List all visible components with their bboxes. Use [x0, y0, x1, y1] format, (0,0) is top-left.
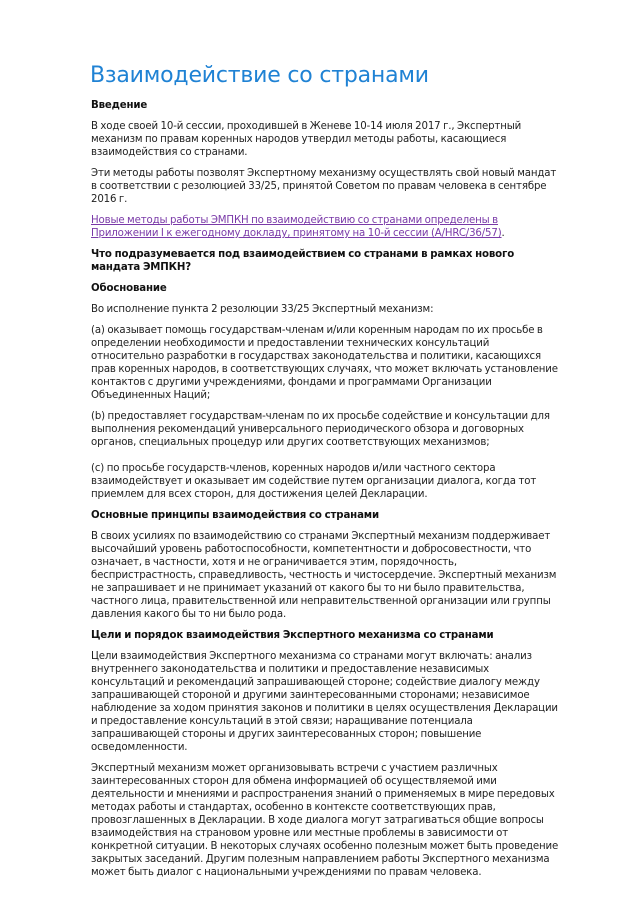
rationale-intro: Во исполнение пункта 2 резолюции 33/25 Экспертный механизм: — [91, 304, 434, 315]
item-c: (c) по просьбе государств-членов, коренных народов и/или частного сектора взаимодействует и оказывает им содействие путем организации диалога, когда тот приемлем для всех сторон, для достижения целей Декларации. — [91, 463, 537, 500]
goals-paragraph-2: Экспертный механизм может организовывать встречи с участием различных заинтересованных сторон для обмена информацией об осуществляемой ими деятельности и мнениями и распространения знаний о применяемых в мире передовых методах работы и стандартах, особенно в контексте соответствующих прав, провозглашенных в Декларации. В ходе диалога могут затрагиваться общие вопросы взаимодействия на страновом уровне или местные проблемы в зависимости от конкретной ситуации. В некоторых случаях особенно полезным может быть проведение закрытых заседаний. Другим полезным направлением работы Экспертного механизма может быть диалог с национальными учреждениями по правам человека. — [91, 763, 559, 878]
annex-link[interactable]: Новые методы работы ЭМПКН по взаимодействию со странами определены в Приложении I к ежегодному докладу, принятому на 10-й сессии (A/HRC/36/57) — [91, 215, 502, 239]
intro-paragraph-1: В ходе своей 10-й сессии, проходившей в Женеве 10-14 июля 2017 г., Экспертный механизм по правам коренных народов утвердил методы работы, касающиеся взаимодействия со странами. — [91, 121, 522, 158]
question-heading: Что подразумевается под взаимодействием со странами в рамках нового мандата ЭМПКН? — [91, 249, 515, 273]
goals-heading: Цели и порядок взаимодействия Экспертного механизма со странами — [91, 630, 494, 641]
page-title: Взаимодействие со странами — [90, 63, 429, 88]
goals-paragraph-1: Цели взаимодействия Экспертного механизма со странами могут включать: анализ внутреннего законодательства и политики и предоставление независимых консультаций и рекомендаций запрашивающей стороне; содействие диалогу между запрашивающей стороной и другими заинтересованными сторонами; независимое наблюдение за ходом принятия законов и политики в целях осуществления Декларации и предоставление консультаций в этой связи; наращивание потенциала запрашивающей стороны и других заинтересованных сторон; повышение осведомленности. — [91, 651, 558, 753]
item-a: (a) оказывает помощь государствам-членам и/или коренным народам по их просьбе в определении необходимости и предоставлении технических консультаций относительно разработки в государствах законодательства и политики, касающихся прав коренных народов, в соответствующих случаях, что может включать установление контактов с другими учреждениями, фондами и программами Организации Объединенных Наций; — [91, 325, 558, 401]
intro-paragraph-2: Эти методы работы позволят Экспертному механизму осуществлять свой новый мандат в соответствии с резолюцией 33/25, принятой Советом по правам человека в сентябре 2016 г. — [91, 168, 557, 205]
principles-paragraph: В своих усилиях по взаимодействию со странами Экспертный механизм поддерживает высочайший уровень работоспособности, компетентности и добросовестности, что означает, в частности, хотя и не ограничивается этим, порядочность, беспристрастность, справедливость, честность и чистосердечие. Экспертный механизм не запрашивает и не принимает указаний от какого бы то ни было правительства, частного лица, правительственной или неправительственной организации или группы давления какого бы то ни было рода. — [91, 531, 557, 620]
item-b: (b) предоставляет государствам-членам по их просьбе содействие и консультации для выполнения рекомендаций универсального периодического обзора и договорных органов, специальных процедур или других соответствующих механизмов; — [91, 411, 550, 448]
principles-heading: Основные принципы взаимодействия со странами — [91, 510, 379, 521]
intro-heading: Введение — [91, 100, 148, 111]
annex-link-paragraph — [91, 214, 563, 240]
link-suffix: . — [501, 228, 505, 239]
rationale-heading: Обоснование — [91, 283, 167, 294]
document-body — [91, 99, 563, 887]
